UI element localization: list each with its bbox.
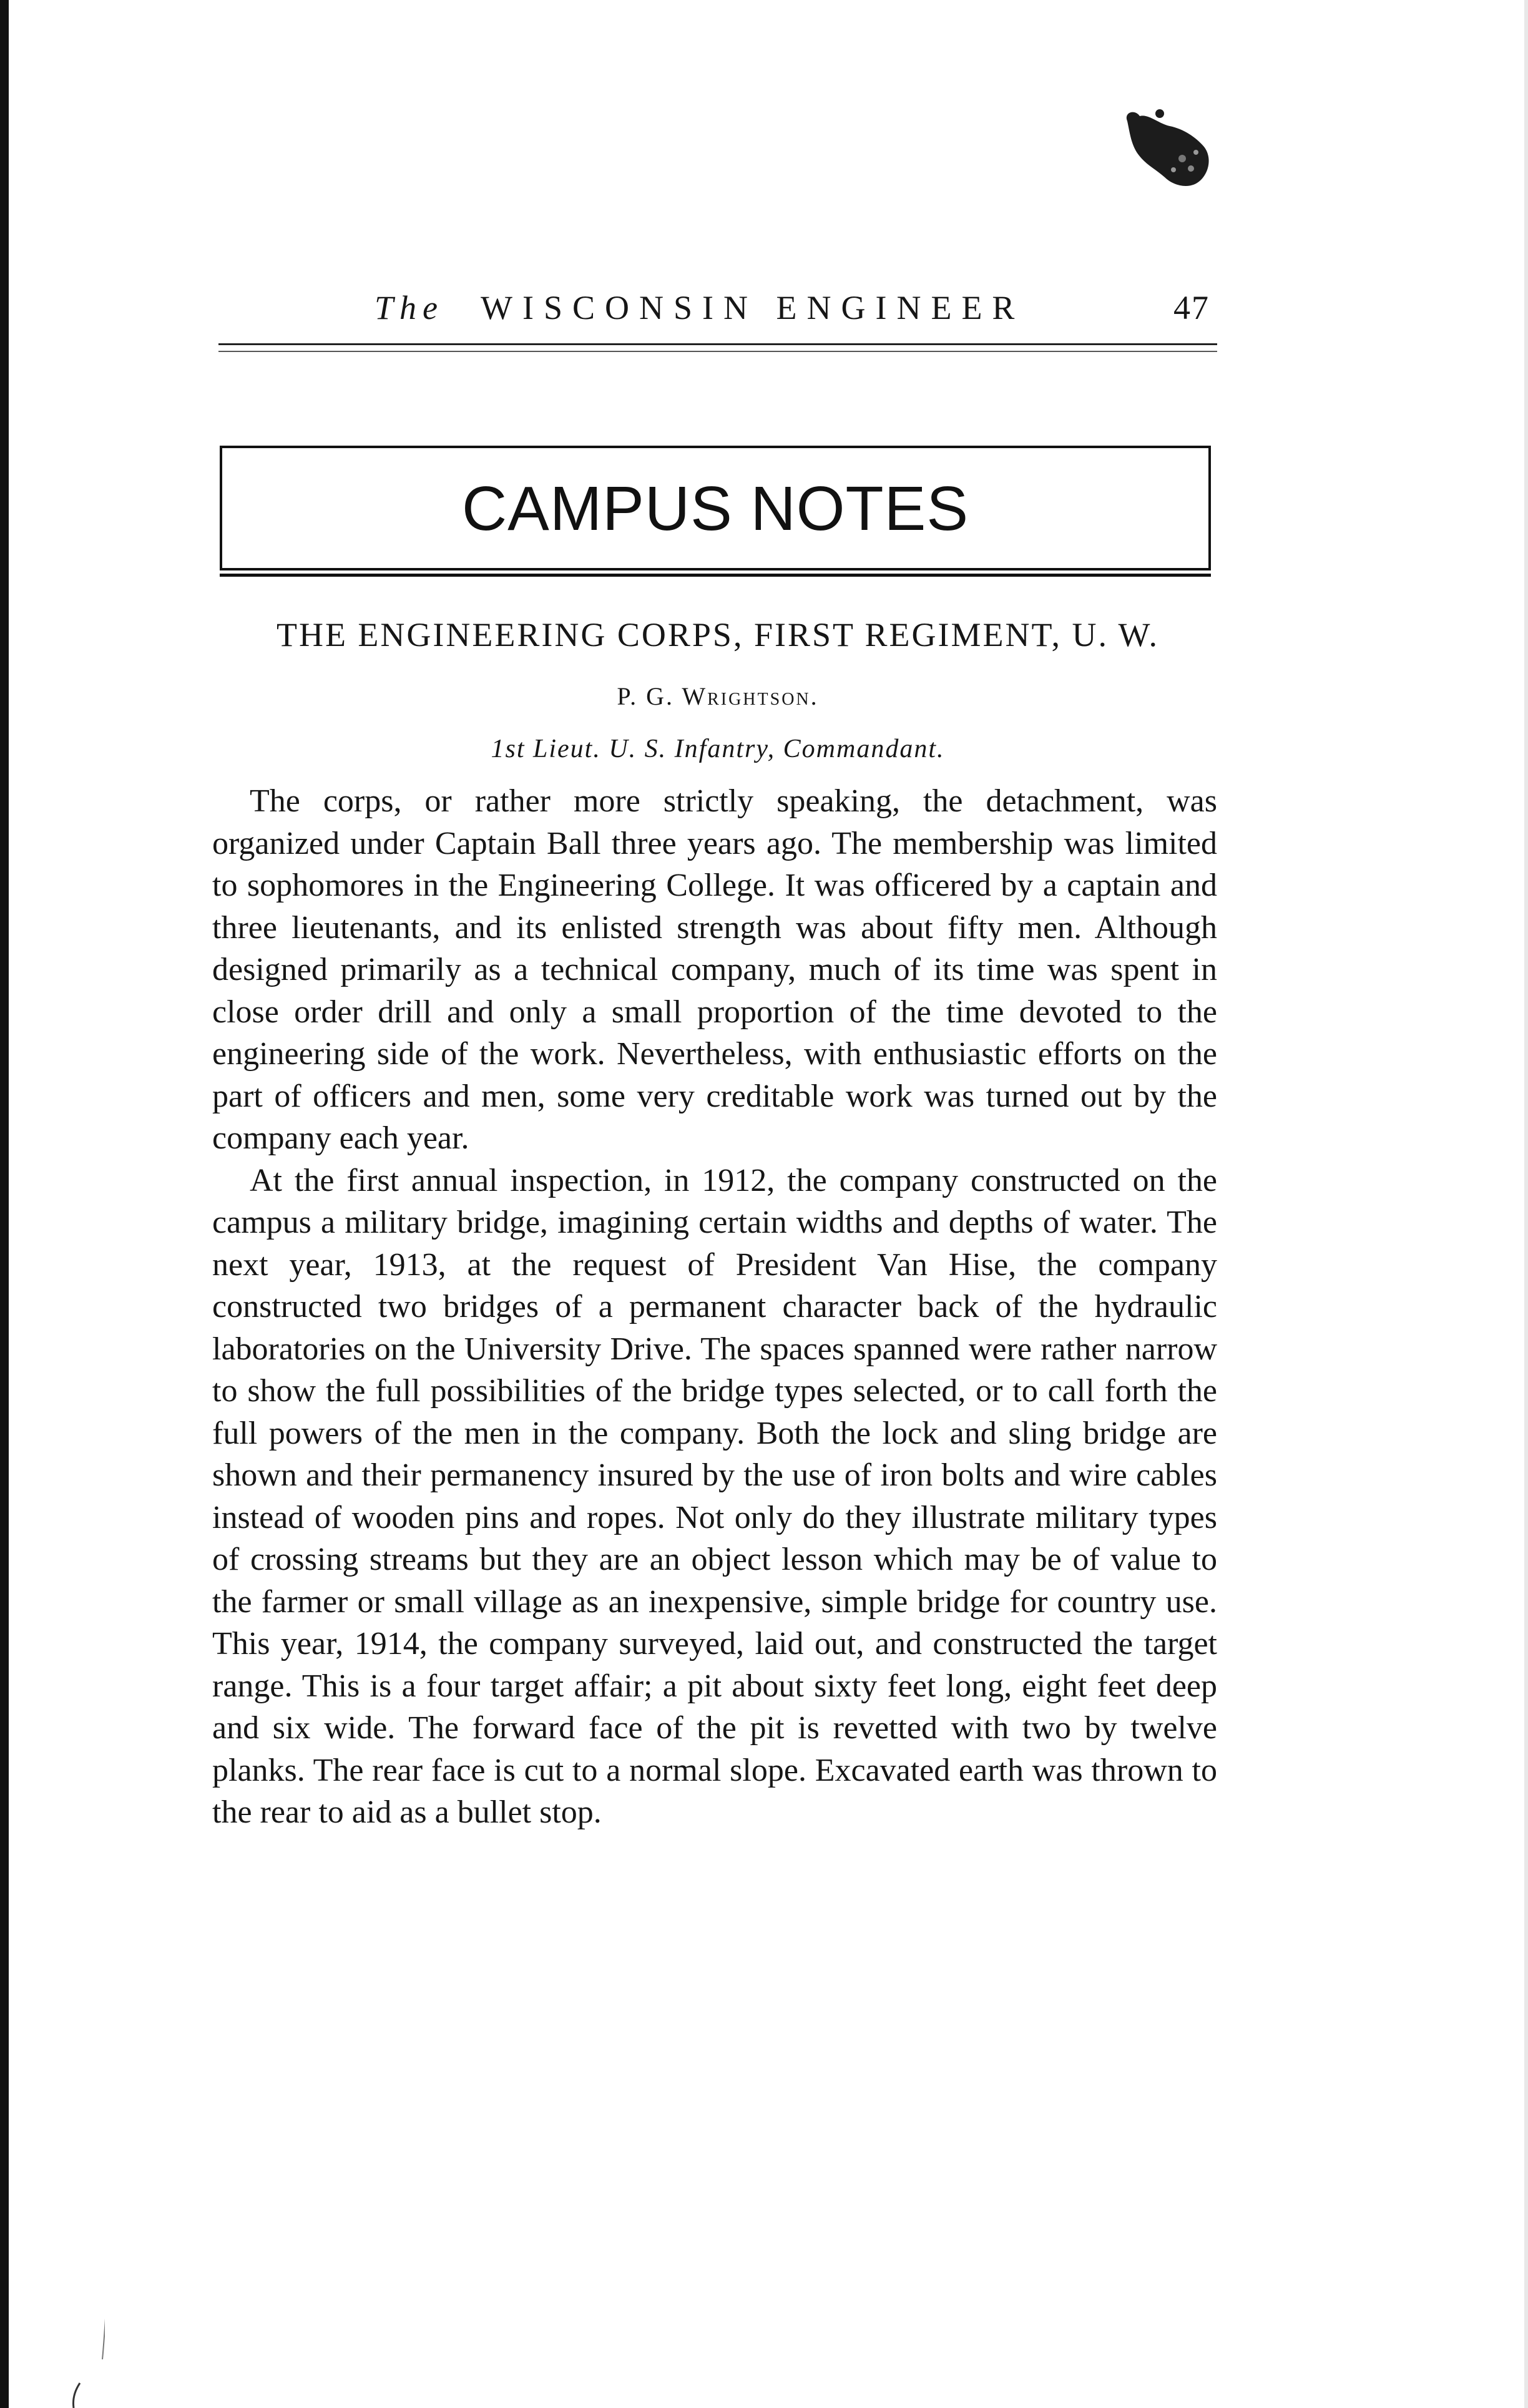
page-number: 47 bbox=[1173, 289, 1210, 326]
ink-smudge bbox=[1121, 107, 1213, 195]
paragraph-2: At the first annual inspection, in 1912, the company constructed on the campus a military bridge, imagining certain widths and depths of water. The next year, 1913, at the request of President Van Hise, the company constructed two bridges of a permanent character back of the hydraulic laboratories on the University Drive. The spaces spanned were rather narrow to show the full possibilities of the bridge types selected, or to call forth the full powers of the men in the company. Both the lock and sling bridge are shown and their permanency insured by the use of iron bolts and wire cables instead of wooden pins and ropes. Not only do they illustrate military types of crossing streams but they are an object lesson which may be of value to the farmer or small village as an inexpensive, simple bridge for country use. This year, 1914, the company surveyed, laid out, and constructed the target range. This is a four target affair; a pit about sixty feet long, eight feet deep and six wide. The forward face of the pit is revetted with two by twelve planks. The rear face is cut to a normal slope. Excavated earth was thrown to the rear to aid as a bullet stop. bbox=[212, 1162, 1217, 1830]
section-title-box bbox=[220, 446, 1211, 570]
journal-name: WISCONSIN ENGINEER bbox=[481, 289, 1025, 326]
article-body bbox=[212, 780, 1217, 1834]
header-rule-thin bbox=[218, 351, 1217, 352]
scan-right-edge bbox=[1524, 0, 1528, 2408]
article-author: P. G. Wrightson. bbox=[617, 682, 819, 710]
article-title: THE ENGINEERING CORPS, FIRST REGIMENT, U. W. bbox=[276, 616, 1160, 653]
running-head-the: The bbox=[375, 289, 444, 326]
paragraph-1: The corps, or rather more strictly speaking, the detachment, was organized under Captain Ball three years ago. The membership was limited to sophomores in the Engineering College. It was officered by a captain and three lieutenants, and its enlisted strength was about fifty men. Although designed primarily as a technical company, much of its time was spent in close order drill and only a small proportion of the time devoted to the engineering side of the work. Nevertheless, with enthusiastic efforts on the part of officers and men, some very creditable work was turned out by the company each year. bbox=[212, 783, 1217, 1156]
scan-left-edge bbox=[0, 0, 9, 2408]
header-rule bbox=[218, 343, 1217, 345]
running-head bbox=[218, 288, 1217, 332]
section-title: CAMPUS NOTES bbox=[461, 474, 969, 544]
margin-pencil-mark bbox=[67, 2309, 105, 2408]
author-role: 1st Lieut. U. S. Infantry, Commandant. bbox=[491, 735, 945, 763]
